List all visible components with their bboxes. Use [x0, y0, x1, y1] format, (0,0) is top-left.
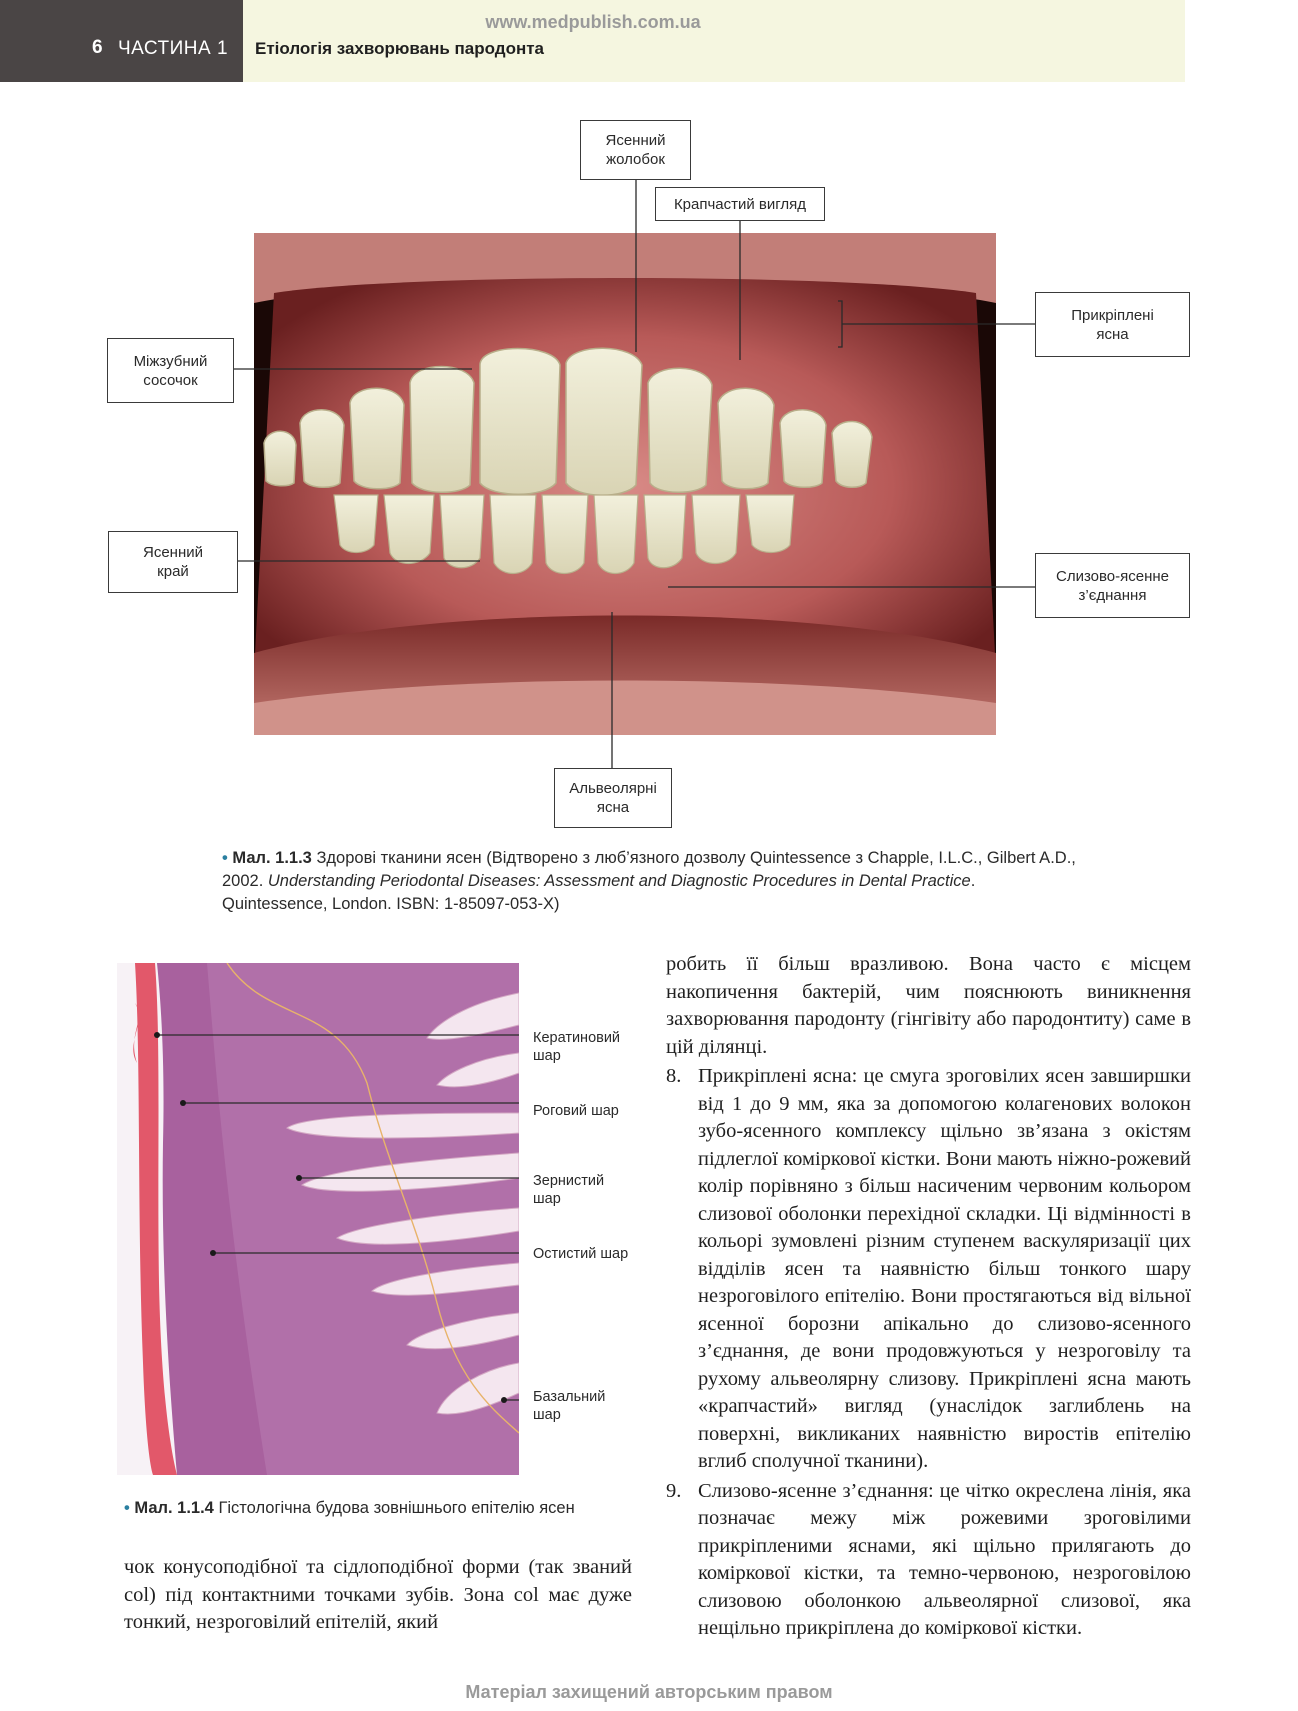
caption-book-title: Understanding Periodontal Diseases: Assessment and Diagnostic Procedures in Dental Practice [267, 872, 971, 890]
page-number: 6 [92, 37, 103, 58]
histology-image [117, 963, 519, 1475]
label-attached-gingiva: Прикріплені ясна [1035, 292, 1190, 357]
label-granular-layer: Зернистий шар [533, 1173, 605, 1207]
list-item [666, 1063, 1191, 1476]
caption-bullet: • [124, 1499, 130, 1517]
label-basal-layer: Базальний шар [533, 1389, 606, 1423]
list-item-text: Слизово-ясенне з’єднання: це чітко окреслена лінія, яка позначає межу між рожевими зроговілими прикріпленими яснами, які щільно прилягають до коміркової кістки, та темно-червоною, незроговілою слизовою оболонкою альвеолярної слизової, яка нещільно прикріплена до коміркової кістки. [698, 1479, 1191, 1639]
label-gingival-groove: Ясенний жолобок [580, 120, 691, 180]
label-spinous-layer: Остистий шар [533, 1246, 629, 1262]
part-label: ЧАСТИНА 1 [118, 38, 229, 59]
left-column-text: чок конусоподібної та сідлоподібної форми (так званий col) під контактними точками зубів. Зона col має дуже тонкий, незроговілий епітелій, який [124, 1556, 632, 1633]
caption-bullet: • [222, 849, 228, 867]
label-stippling: Крапчастий вигляд [655, 187, 825, 221]
site-url[interactable]: www.medpublish.com.ua [485, 12, 701, 32]
list-item-number: 9. [666, 1479, 682, 1502]
figure-number: Мал. 1.1.3 [232, 849, 312, 867]
chapter-title: Етіологія захворювань пародонта [255, 39, 545, 58]
caption-text-end: . Quintessence, London. ISBN: 1-85097-053-X) [222, 872, 976, 913]
label-gingival-margin: Ясенний край [108, 531, 238, 593]
label-keratin-layer: Кератиновий шар [533, 1030, 621, 1064]
list-item [666, 1478, 1191, 1643]
list-item-number: 8. [666, 1065, 682, 1087]
teeth-photo [254, 233, 996, 735]
label-alveolar-mucosa: Альвеолярні ясна [554, 768, 672, 828]
list-item-text: Прикріплені ясна: це смуга зроговілих ясен завширшки від 1 до 9 мм, яка за допомогою колагенових волокон зубо-ясенного комплексу щільно зв’язана з окістям підлеглої коміркової кістки. Вони мають ніжно-рожевий колір порівняно з більш насиченим червоним кольором слизової оболонки перехідної складки. Ці відмінності в кольорі зумовлені різним ступенем васкуляризації цих відділів ясен та наявністю більш тонкого шару незроговілого епітелію. Вони простягаються від вільної ясенної борозни апікально до слизово-ясенного з’єднання, де вони продовжуються у незроговілу та рухому альвеолярну слизову. Прикріплені ясна мають «крапчастий» вигляд (унаслідок заглиблень на поверхні, викликаних наявністю виростів епітелію вглиб сполучної тканини). [698, 1065, 1191, 1472]
figure-114-caption [124, 1497, 664, 1520]
copyright-notice: Матеріал захищений авторським правом [465, 1682, 833, 1702]
label-mucogingival-junction: Слизово-ясенне з’єднання [1035, 553, 1190, 618]
caption-text: Гістологічна будова зовнішнього епітелію ясен [218, 1499, 575, 1517]
figure-number: Мал. 1.1.4 [134, 1499, 214, 1517]
continuation-paragraph: робить її більш вразливою. Вона часто є місцем накопичення бактерій, чим пояснюють виникнення захворювання пародонту (гінгівіту або пародонтиту) саме в цій ділянці. [666, 953, 1191, 1058]
figure-113-caption [222, 847, 1082, 916]
label-cornified-layer: Роговий шар [533, 1103, 619, 1119]
caption-text: Здорові тканини ясен (Відтворено з люб’язного дозволу Quintessence з Chapple, I.L.C., Gilbert A.D., 2002. [222, 849, 1076, 890]
right-column [666, 951, 1191, 1643]
label-interdental-papilla: Міжзубний сосочок [107, 338, 234, 403]
